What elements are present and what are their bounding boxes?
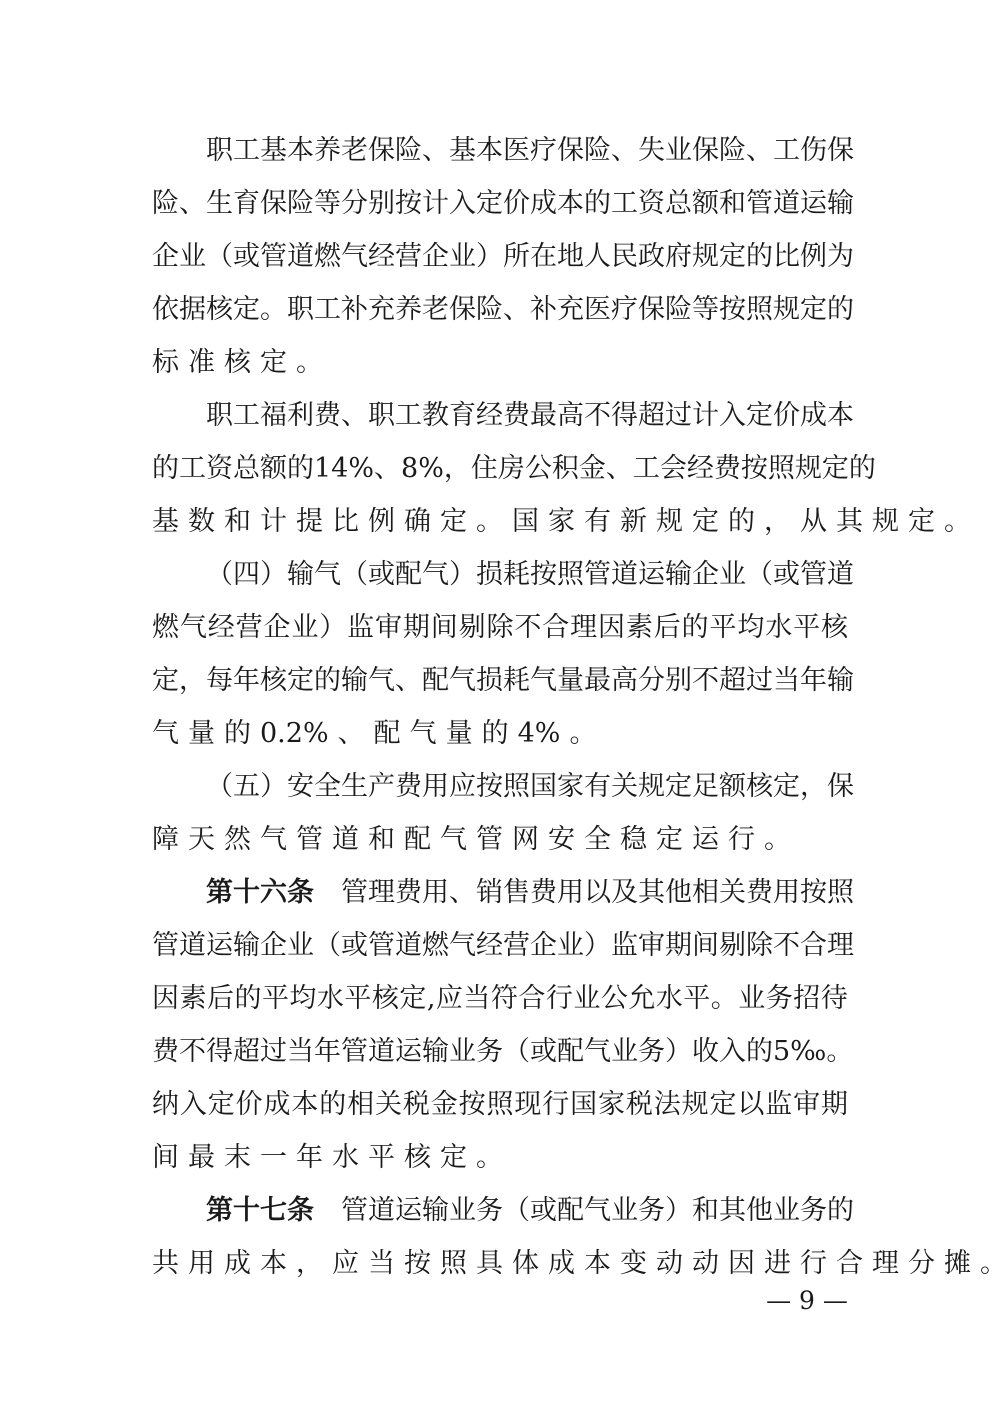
text-line: 企 业 （ 或 管 道 燃 气 经 营 企 业 ） 所 在 地 人 民 政 府 规 定 的 比 例 为 xyxy=(152,241,854,272)
text-line: 依 据 核 定 。 职 工 补 充 养 老 保 险 、 补 充 医 疗 保 险 等 按 照 规 定 的 xyxy=(152,294,854,325)
paragraph xyxy=(152,124,854,389)
text-line: 共 用 成 本 ， 应 当 按 照 具 体 成 本 变 动 动 因 进 行 合 理 分 摊 。 xyxy=(152,1248,1007,1279)
text-line: 管 道 运 输 企 业 （ 或 管 道 燃 气 经 营 企 业 ） 监 审 期 间 剔 除 不 合 理 xyxy=(152,930,854,961)
text-line: 职 工 基 本 养 老 保 险 、 基 本 医 疗 保 险 、 失 业 保 险 、 工 伤 保 xyxy=(206,135,854,166)
paragraph xyxy=(152,760,854,866)
text-line: 燃 气 经 营 企 业 ） 监 审 期 间 剔 除 不 合 理 因 素 后 的 平 均 水 平 核 xyxy=(152,612,848,643)
text-line: 间 最 末 一 年 水 平 核 定 。 xyxy=(152,1142,503,1173)
text-line: 纳 入 定 价 成 本 的 相 关 税 金 按 照 现 行 国 家 税 法 规 定 以 监 审 期 xyxy=(152,1089,848,1120)
text-line: 第 十 七 条 管 道 运 输 业 务 （ 或 配 气 业 务 ） 和 其 他 业 务 的 xyxy=(206,1195,854,1226)
text-line: （ 四 ） 输 气 （ 或 配 气 ） 损 耗 按 照 管 道 运 输 企 业 （ 或 管 道 xyxy=(206,559,854,590)
text-line: 职 工 福 利 费 、 职 工 教 育 经 费 最 高 不 得 超 过 计 入 定 价 成 本 xyxy=(206,400,854,431)
text-line: 的 工 资 总 额 的 14% 、 8% ， 住 房 公 积 金 、 工 会 经 费 按 照 规 定 的 xyxy=(152,453,876,484)
text-line: 基 数 和 计 提 比 例 确 定 。 国 家 有 新 规 定 的 ， 从 其 规 定 。 xyxy=(152,506,971,537)
text-line: 第 十 六 条 管 理 费 用 、 销 售 费 用 以 及 其 他 相 关 费 用 按 照 xyxy=(206,877,854,908)
paragraph xyxy=(152,1184,1007,1290)
text-line: 障 天 然 气 管 道 和 配 气 管 网 安 全 稳 定 运 行 。 xyxy=(152,824,791,855)
text-line: 标 准 核 定 。 xyxy=(152,347,323,378)
text-line: 费 不 得 超 过 当 年 管 道 运 输 业 务 （ 或 配 气 业 务 ） 收 入 的 5‰ 。 xyxy=(152,1036,854,1067)
text-line: 险 、 生 育 保 险 等 分 别 按 计 入 定 价 成 本 的 工 资 总 额 和 管 道 运 输 xyxy=(152,188,854,219)
body-text xyxy=(152,124,1007,1290)
paragraph xyxy=(152,389,971,548)
page-number: — 9 — xyxy=(766,1286,848,1315)
text-line: 气 量 的 0.2% 、 配 气 量 的 4% 。 xyxy=(152,718,597,749)
text-line: （ 五 ） 安 全 生 产 费 用 应 按 照 国 家 有 关 规 定 足 额 核 定 ， 保 xyxy=(206,771,854,802)
text-line: 因 素 后 的 平 均 水 平 核 定 , 应 当 符 合 行 业 公 允 水 平 。 业 务 招 待 xyxy=(152,983,848,1014)
paragraph xyxy=(152,548,854,760)
paragraph xyxy=(152,866,854,1184)
text-line: 定 ， 每 年 核 定 的 输 气 、 配 气 损 耗 气 量 最 高 分 别 不 超 过 当 年 输 xyxy=(152,665,854,696)
